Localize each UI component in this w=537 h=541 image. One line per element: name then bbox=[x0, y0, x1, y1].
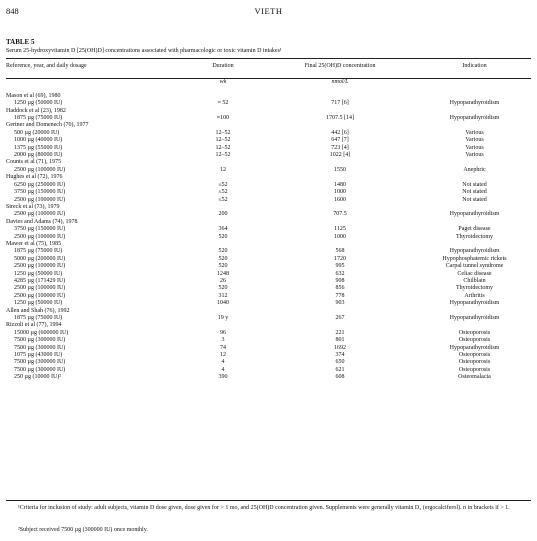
column-header-concentration: Final 25(OH)D concentration bbox=[304, 63, 376, 69]
indication-cell: Thyroidectomy bbox=[456, 233, 493, 240]
reference-cell: Haddock et al (23), 1982 bbox=[6, 107, 66, 114]
dose-cell: 2500 µg (100000 IU) bbox=[14, 263, 66, 270]
concentration-cell: 650 bbox=[335, 359, 345, 366]
indication-cell: Hypoparathyroidism bbox=[449, 315, 500, 321]
reference-cell: Allen and Shah (76), 1992 bbox=[6, 307, 70, 314]
dose-row bbox=[6, 285, 531, 292]
concentration-cell: 1000 bbox=[334, 189, 346, 196]
table-body bbox=[6, 75, 531, 381]
concentration-cell: 778 bbox=[335, 292, 345, 299]
indication-cell: Celiac disease bbox=[457, 270, 492, 277]
concentration-cell: 717 [6] bbox=[331, 100, 349, 107]
duration-cell: 12 bbox=[220, 166, 226, 173]
dose-row bbox=[6, 263, 531, 270]
dose-row bbox=[6, 182, 531, 189]
dose-row bbox=[6, 130, 531, 137]
dose-row bbox=[6, 367, 531, 374]
duration-cell: 12–52 bbox=[215, 152, 231, 159]
dose-cell: 250 µg (10000 IU)² bbox=[14, 374, 62, 381]
indication-cell: Osteoporosis bbox=[458, 366, 491, 373]
indication-cell: Hypoparathyroidism bbox=[449, 211, 500, 218]
indication-cell: Arthritis bbox=[464, 292, 485, 299]
reference-row bbox=[6, 219, 531, 226]
dose-row bbox=[6, 197, 531, 204]
dose-row bbox=[6, 300, 531, 307]
indication-cell: Various bbox=[465, 129, 484, 136]
dose-cell: 2500 µg (100000 IU) bbox=[14, 196, 66, 203]
dose-cell: 1250 µg (50000 IU) bbox=[14, 270, 63, 277]
reference-cell: Rizzoli et al (77), 1994 bbox=[6, 322, 62, 329]
running-head: VIETH bbox=[254, 6, 283, 16]
indication-cell: Hypoparathyroidism bbox=[449, 300, 500, 307]
dose-row bbox=[6, 374, 531, 381]
dose-cell: 3750 µg (150000 IU) bbox=[14, 189, 66, 196]
indication-cell: Hypophosphatemic rickets bbox=[442, 255, 507, 262]
table-label: TABLE 5 bbox=[6, 38, 35, 46]
reference-cell: Mason et al (69), 1980 bbox=[6, 92, 61, 99]
dose-cell: 5000 µg (200000 IU) bbox=[14, 255, 66, 262]
concentration-cell: 267 bbox=[335, 315, 345, 321]
duration-cell: ≤52 bbox=[218, 189, 228, 196]
reference-cell: Streck et al (73), 1979 bbox=[6, 203, 60, 210]
table-header-row bbox=[6, 63, 531, 75]
duration-cell: 19 y bbox=[217, 315, 229, 321]
indication-cell: Various bbox=[465, 137, 484, 144]
dose-cell: 7500 µg (300000 IU) bbox=[14, 366, 66, 373]
indication-cell: Anephric bbox=[463, 166, 486, 173]
duration-cell: 200 bbox=[218, 211, 228, 218]
duration-cell: 520 bbox=[218, 263, 228, 270]
dose-cell: 7500 µg (300000 IU) bbox=[14, 337, 66, 344]
indication-cell: Not stated bbox=[462, 196, 487, 203]
duration-cell: 520 bbox=[218, 233, 228, 240]
table-top-rule bbox=[6, 58, 531, 59]
dose-row bbox=[6, 271, 531, 278]
dose-cell: 7500 µg (300000 IU) bbox=[14, 359, 66, 366]
indication-cell: Various bbox=[465, 144, 484, 151]
reference-cell: Mawer et al (75), 1985 bbox=[6, 240, 62, 247]
concentration-cell: 1600 bbox=[334, 196, 346, 203]
duration-cell: 520 bbox=[218, 248, 228, 255]
dose-row bbox=[6, 211, 531, 218]
table-bottom-rule bbox=[6, 500, 531, 501]
reference-row bbox=[6, 308, 531, 315]
concentration-cell: 221 bbox=[335, 329, 345, 336]
dose-cell: 1375 µg (55000 IU) bbox=[14, 144, 63, 151]
dose-cell: 6250 µg (250000 IU) bbox=[14, 181, 66, 188]
table-caption: Serum 25-hydroxyvitamin D [25(OH)D] concentrations associated with pharmacologic or toxic vitamin D intakes¹ bbox=[6, 48, 282, 54]
concentration-cell: 908 bbox=[335, 277, 345, 284]
duration-cell: ≈ 52 bbox=[217, 100, 229, 107]
concentration-cell: 1000 bbox=[334, 233, 346, 240]
indication-cell: Osteoporosis bbox=[458, 337, 491, 344]
duration-cell: ≈100 bbox=[216, 115, 230, 122]
dose-row bbox=[6, 352, 531, 359]
reference-row bbox=[6, 174, 531, 181]
concentration-cell: 856 bbox=[335, 285, 345, 292]
duration-cell: 26 bbox=[220, 277, 226, 284]
concentration-cell: 723 [4] bbox=[331, 144, 349, 151]
dose-cell: 4285 µg (171429 IU) bbox=[14, 277, 66, 284]
dose-cell: 2500 µg (100000 IU) bbox=[14, 166, 66, 173]
duration-cell: 4 bbox=[221, 359, 225, 366]
concentration-unit: nmol/L bbox=[331, 79, 349, 86]
indication-cell: Not stated bbox=[462, 189, 487, 196]
duration-cell: 96 bbox=[220, 329, 226, 336]
data-table bbox=[6, 63, 531, 382]
reference-row bbox=[6, 108, 531, 115]
duration-cell: 520 bbox=[218, 255, 228, 262]
dose-row bbox=[6, 226, 531, 233]
concentration-cell: 801 bbox=[335, 337, 345, 344]
reference-row bbox=[6, 159, 531, 166]
concentration-cell: 707.5 bbox=[333, 211, 347, 218]
column-header-reference: Reference, year, and daily dosage bbox=[6, 63, 87, 69]
dose-row bbox=[6, 359, 531, 366]
dose-row bbox=[6, 137, 531, 144]
indication-cell: Thyroidectomy bbox=[456, 285, 493, 292]
duration-cell: 364 bbox=[218, 226, 228, 233]
concentration-cell: 903 bbox=[335, 300, 345, 307]
concentration-cell: 442 [6] bbox=[331, 129, 349, 136]
concentration-cell: 1480 bbox=[334, 181, 346, 188]
dose-cell: 2000 µg (80000 IU) bbox=[14, 152, 63, 159]
dose-row bbox=[6, 330, 531, 337]
reference-cell: Davies and Adams (74), 1978 bbox=[6, 218, 78, 225]
dose-cell: 3750 µg (150000 IU) bbox=[14, 226, 66, 233]
duration-cell: 520 bbox=[218, 285, 228, 292]
concentration-cell: 1022 [4] bbox=[329, 152, 351, 159]
concentration-cell: 1720 bbox=[334, 255, 346, 262]
reference-row bbox=[6, 122, 531, 129]
units-row bbox=[6, 75, 531, 92]
dose-row bbox=[6, 100, 531, 107]
dose-cell: 7500 µg (300000 IU) bbox=[14, 344, 66, 351]
duration-cell: ≤52 bbox=[218, 196, 228, 203]
column-header-duration: Duration bbox=[212, 63, 234, 69]
column-header-indication: Indication bbox=[462, 63, 487, 69]
duration-cell: 12–52 bbox=[215, 144, 231, 151]
duration-cell: 390 bbox=[218, 374, 228, 381]
duration-cell: 312 bbox=[218, 292, 228, 299]
dose-row bbox=[6, 345, 531, 352]
dose-row bbox=[6, 278, 531, 285]
indication-cell: Osteoporosis bbox=[458, 329, 491, 336]
dose-cell: 500 µg (20000 IU) bbox=[14, 129, 60, 136]
concentration-cell: 608 bbox=[335, 374, 345, 381]
concentration-cell: 568 bbox=[335, 248, 345, 255]
concentration-cell: 1125 bbox=[334, 226, 346, 233]
dose-cell: 2500 µg (100000 IU) bbox=[14, 211, 66, 218]
duration-cell: 1248 bbox=[217, 270, 229, 277]
dose-row bbox=[6, 248, 531, 255]
dose-cell: 1875 µg (75000 IU) bbox=[14, 248, 63, 255]
indication-cell: Hypoparathyroidism bbox=[449, 344, 500, 351]
dose-row bbox=[6, 256, 531, 263]
reference-row bbox=[6, 204, 531, 211]
dose-cell: 2500 µg (100000 IU) bbox=[14, 233, 66, 240]
dose-cell: 1250 µg (50000 IU) bbox=[14, 100, 63, 107]
footnote-1: ¹Criteria for inclusion of study: adult subjects, vitamin D dose given, dose given for > 1 mo, and 25(OH)D concentration given. Supplements were generally vitamin D₂ (ergocalciferol). n in brackets if > 1. bbox=[18, 505, 510, 511]
concentration-cell: 1550 bbox=[334, 166, 346, 173]
duration-cell: 74 bbox=[220, 344, 226, 351]
footnote-2: ²Subject received 7500 µg (300000 IU) once monthly. bbox=[18, 527, 148, 533]
concentration-cell: 1707.5 [14] bbox=[326, 115, 354, 122]
dose-cell: 1250 µg (50000 IU) bbox=[14, 300, 63, 307]
concentration-cell: 632 bbox=[335, 270, 345, 277]
dose-row bbox=[6, 189, 531, 196]
indication-cell: Paget disease bbox=[458, 226, 491, 233]
duration-cell: 12–52 bbox=[215, 129, 231, 136]
concentration-cell: 1692 bbox=[334, 344, 346, 351]
reference-cell: Counts et al (71), 1975 bbox=[6, 159, 62, 166]
indication-cell: Various bbox=[465, 152, 484, 159]
dose-row bbox=[6, 152, 531, 159]
duration-cell: 12–52 bbox=[215, 137, 231, 144]
dose-cell: 2500 µg (100000 IU) bbox=[14, 292, 66, 299]
duration-cell: ≤52 bbox=[218, 181, 228, 188]
concentration-cell: 647 [7] bbox=[331, 137, 349, 144]
dose-cell: 15000 µg (600000 IU) bbox=[14, 329, 69, 336]
page-number: 848 bbox=[6, 6, 19, 16]
reference-cell: Gertner and Domenech (70), 1977 bbox=[6, 122, 89, 129]
indication-cell: Not stated bbox=[462, 181, 487, 188]
indication-cell: Osteoporosis bbox=[458, 352, 491, 359]
concentration-cell: 374 bbox=[335, 352, 345, 359]
indication-cell: Carpal tunnel syndrome bbox=[445, 263, 504, 270]
concentration-cell: 621 bbox=[335, 366, 345, 373]
duration-cell: 4 bbox=[221, 366, 225, 373]
reference-row bbox=[6, 322, 531, 329]
reference-row bbox=[6, 241, 531, 248]
dose-row bbox=[6, 337, 531, 344]
dose-cell: 1075 µg (43000 IU) bbox=[14, 352, 63, 359]
reference-row bbox=[6, 93, 531, 100]
reference-cell: Hughes et al (72), 1976 bbox=[6, 174, 63, 181]
dose-cell: 1000 µg (40000 IU) bbox=[14, 137, 63, 144]
indication-cell: Hypoparathyroidism bbox=[449, 100, 500, 107]
indication-cell: Chilblain bbox=[463, 277, 486, 284]
dose-cell: 2500 µg (100000 IU) bbox=[14, 285, 66, 292]
indication-cell: Hypoparathyroidism bbox=[449, 248, 500, 255]
indication-cell: Osteoporosis bbox=[458, 359, 491, 366]
indication-cell: Hypoparathyroidism bbox=[449, 115, 500, 122]
duration-unit: wk bbox=[219, 79, 227, 86]
dose-cell: 1875 µg (75000 IU) bbox=[14, 115, 63, 122]
dose-cell: 1875 µg (75000 IU) bbox=[14, 315, 63, 321]
dose-row bbox=[6, 167, 531, 174]
dose-row bbox=[6, 293, 531, 300]
duration-cell: 12 bbox=[220, 352, 226, 359]
dose-row bbox=[6, 145, 531, 152]
dose-row bbox=[6, 315, 531, 322]
indication-cell: Osteomalacia bbox=[458, 374, 491, 381]
concentration-cell: 995 bbox=[335, 263, 345, 270]
duration-cell: 3 bbox=[221, 337, 225, 344]
duration-cell: 1040 bbox=[217, 300, 229, 307]
dose-row bbox=[6, 234, 531, 241]
